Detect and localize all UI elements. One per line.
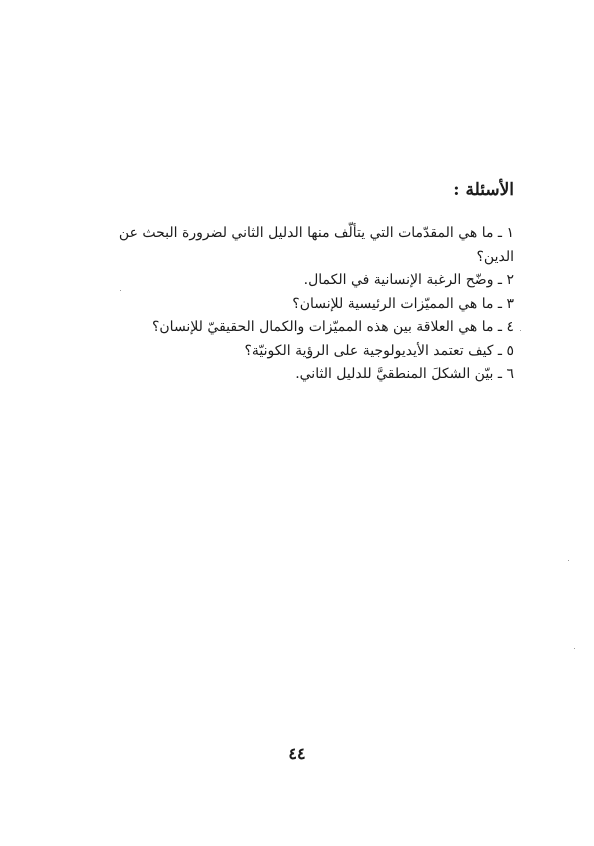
question-item-2: ٢ ـ وضّح الرغبة الإنسانية في الكمال. bbox=[303, 272, 514, 288]
scan-speck bbox=[574, 648, 575, 649]
scan-speck bbox=[520, 330, 521, 331]
scan-speck bbox=[568, 560, 569, 561]
question-item-5: ٥ ـ كيف تعتمد الأيديولوجية على الرؤية الكونيّة؟ bbox=[244, 342, 514, 359]
section-heading: الأسئلة : bbox=[453, 180, 514, 200]
question-list bbox=[112, 222, 514, 387]
question-item-3: ٣ ـ ما هي المميّزات الرئيسية للإنسان؟ bbox=[292, 295, 514, 312]
question-item-4: ٤ ـ ما هي العلاقة بين هذه المميّزات والكمال الحقيقيّ للإنسان؟ bbox=[151, 319, 514, 335]
scan-speck bbox=[120, 290, 121, 291]
questions-section bbox=[112, 178, 514, 387]
question-item-6: ٦ ـ بيّن الشكلَ المنطقيَّ للدليل الثاني. bbox=[295, 366, 514, 382]
page-number: ٤٤ bbox=[288, 744, 306, 763]
question-item-1: ١ ـ ما هي المقدّمات التي يتألّف منها الدليل الثاني لضرورة البحث عن الدين؟ bbox=[118, 225, 514, 265]
